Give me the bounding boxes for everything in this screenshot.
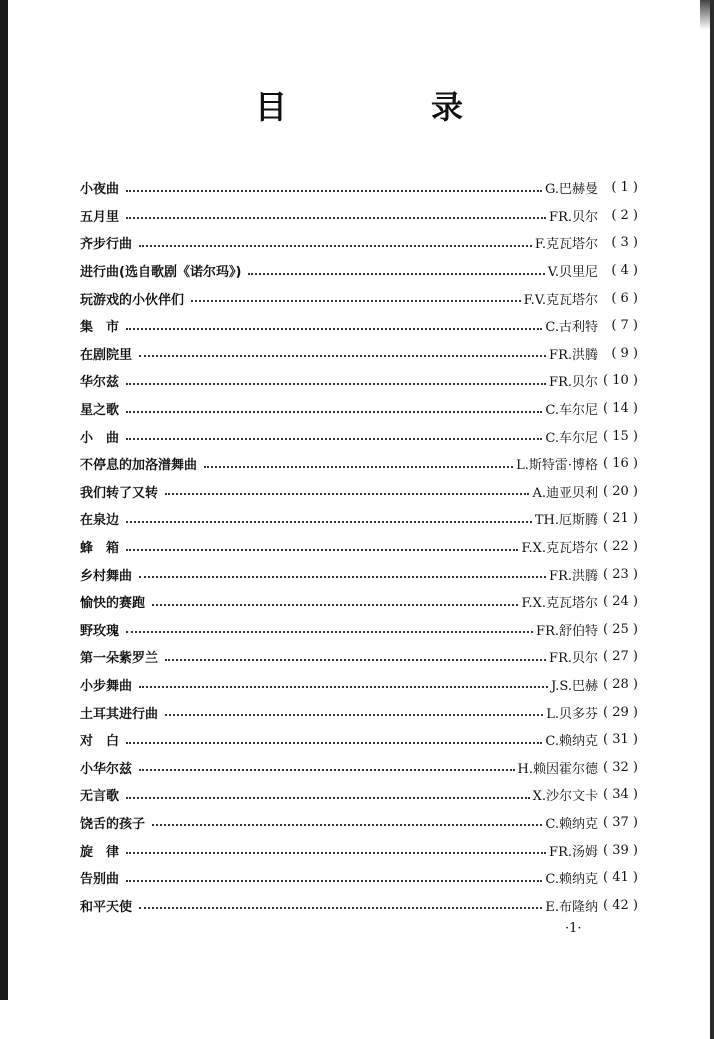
- toc-entry: [80, 726, 638, 754]
- dot-leader: [126, 328, 542, 330]
- toc-entry: [80, 229, 638, 257]
- entry-author: E.布隆纳: [545, 899, 598, 915]
- entry-title: 进行曲(选自歌剧《诺尔玛》): [80, 265, 242, 281]
- entry-author: F.V.克瓦塔尔: [523, 292, 598, 308]
- toc-entry: [80, 560, 638, 588]
- toc-entry: [80, 753, 638, 781]
- entry-author: C.古利特: [545, 320, 598, 336]
- entry-author: L.斯特雷·博格: [516, 458, 598, 474]
- entry-title: 华尔兹: [80, 375, 120, 391]
- entry-author: FR.舒伯特: [536, 623, 598, 639]
- toc-entry: [80, 781, 638, 809]
- entry-title: 不停息的加洛潽舞曲: [80, 458, 198, 474]
- entry-page-number: ( 28 ): [603, 676, 638, 692]
- entry-author: F.X.克瓦塔尔: [521, 596, 598, 612]
- entry-page-number: ( 6 ): [611, 290, 638, 306]
- entry-author: C.车尔尼: [545, 430, 598, 446]
- entry-page-number: ( 41 ): [603, 870, 638, 886]
- dot-leader: [126, 217, 546, 219]
- entry-author: A.迪亚贝利: [532, 485, 598, 501]
- entry-title: 第一朵紫罗兰: [80, 651, 159, 667]
- toc-entry: [80, 174, 638, 202]
- entry-title: 五月里: [80, 209, 120, 225]
- entry-title: 愉快的赛跑: [80, 596, 146, 612]
- entry-page-number: ( 37 ): [603, 814, 638, 830]
- entry-title: 乡村舞曲: [80, 568, 133, 584]
- entry-author: F.克瓦塔尔: [534, 237, 598, 253]
- dot-leader: [191, 300, 521, 302]
- entry-page-number: ( 24 ): [603, 594, 638, 610]
- entry-title: 野玫瑰: [80, 623, 120, 639]
- dot-leader: [126, 438, 542, 440]
- entry-author: F.X.克瓦塔尔: [521, 541, 598, 557]
- entry-page-number: ( 29 ): [603, 704, 638, 720]
- dot-leader: [139, 245, 532, 247]
- toc-entry: [80, 505, 638, 533]
- toc-entry: [80, 588, 638, 616]
- toc-entry: [80, 891, 638, 919]
- entry-title: 在泉边: [80, 513, 120, 529]
- toc-entry: [80, 312, 638, 340]
- entry-title: 告别曲: [80, 872, 120, 888]
- page-title: 目 录: [254, 88, 519, 126]
- dot-leader: [126, 880, 542, 882]
- toc-entry: [80, 836, 638, 864]
- entry-author: G.巴赫曼: [544, 182, 598, 198]
- dot-leader: [139, 769, 515, 771]
- dot-leader: [165, 714, 543, 716]
- dot-leader: [204, 466, 513, 468]
- toc-entry: [80, 202, 638, 230]
- entry-page-number: ( 4 ): [611, 263, 638, 279]
- entry-author: H.赖因霍尔德: [517, 761, 598, 777]
- entry-title: 在剧院里: [80, 347, 133, 363]
- entry-title: 我们转了又转: [80, 485, 159, 501]
- entry-page-number: ( 42 ): [603, 897, 638, 913]
- entry-author: FR.贝尔: [549, 651, 598, 667]
- entry-title: 星之歌: [80, 403, 120, 419]
- entry-page-number: ( 1 ): [611, 180, 638, 196]
- entry-page-number: ( 39 ): [603, 842, 638, 858]
- entry-title: 对 白: [80, 734, 120, 750]
- scan-right-edge: [710, 0, 714, 1039]
- entry-title: 饶舌的孩子: [80, 816, 146, 832]
- entry-page-number: ( 3 ): [611, 235, 638, 251]
- toc-entry: [80, 367, 638, 395]
- toc-entry: [80, 395, 638, 423]
- entry-title: 小步舞曲: [80, 678, 133, 694]
- entry-page-number: ( 34 ): [603, 787, 638, 803]
- entry-page-number: ( 16 ): [603, 456, 638, 472]
- dot-leader: [126, 742, 542, 744]
- entry-author: C.车尔尼: [545, 403, 598, 419]
- entry-page-number: ( 25 ): [603, 621, 638, 637]
- toc-entry: [80, 698, 638, 726]
- toc-entry: [80, 257, 638, 285]
- scan-corner-shadow: [700, 0, 710, 30]
- toc-entry: [80, 450, 638, 478]
- dot-leader: [165, 493, 529, 495]
- entry-author: V.贝里尼: [547, 265, 598, 281]
- scan-left-edge: [0, 0, 8, 1000]
- dot-leader: [248, 273, 544, 275]
- toc-entry: [80, 478, 638, 506]
- toc-entry: [80, 284, 638, 312]
- dot-leader: [165, 659, 546, 661]
- dot-leader: [139, 576, 546, 578]
- entry-title: 土耳其进行曲: [80, 706, 159, 722]
- entry-title: 集 市: [80, 320, 120, 336]
- entry-page-number: ( 23 ): [603, 566, 638, 582]
- entry-author: FR.洪腾: [549, 568, 598, 584]
- dot-leader: [152, 604, 518, 606]
- toc-entry: [80, 616, 638, 644]
- entry-author: FR.汤姆: [549, 844, 598, 860]
- entry-author: C.赖纳克: [545, 734, 598, 750]
- entry-author: FR.洪腾: [549, 347, 598, 363]
- toc-entry: [80, 864, 638, 892]
- entry-page-number: ( 9 ): [611, 345, 638, 361]
- entry-page-number: ( 27 ): [603, 649, 638, 665]
- dot-leader: [126, 411, 542, 413]
- entry-title: 齐步行曲: [80, 237, 133, 253]
- dot-leader: [126, 631, 533, 633]
- entry-author: L.贝多芬: [546, 706, 598, 722]
- entry-page-number: ( 20 ): [603, 483, 638, 499]
- dot-leader: [139, 686, 548, 688]
- dot-leader: [139, 907, 542, 909]
- dot-leader: [126, 797, 530, 799]
- entry-author: X.沙尔文卡: [532, 789, 598, 805]
- toc-entry: [80, 422, 638, 450]
- entry-page-number: ( 21 ): [603, 511, 638, 527]
- entry-author: C.赖纳克: [545, 816, 598, 832]
- table-of-contents: [80, 174, 638, 919]
- entry-author: TH.厄斯腾: [534, 513, 598, 529]
- entry-author: J.S.巴赫: [551, 678, 598, 694]
- entry-page-number: ( 22 ): [603, 539, 638, 555]
- entry-title: 小华尔兹: [80, 761, 133, 777]
- entry-page-number: ( 7 ): [611, 318, 638, 334]
- entry-page-number: ( 31 ): [603, 732, 638, 748]
- entry-title: 旋 律: [80, 844, 120, 860]
- page-number: ·1·: [565, 921, 582, 936]
- dot-leader: [126, 521, 532, 523]
- entry-title: 玩游戏的小伙伴们: [80, 292, 185, 308]
- entry-title: 蜂 箱: [80, 541, 120, 557]
- entry-page-number: ( 2 ): [611, 207, 638, 223]
- dot-leader: [126, 383, 546, 385]
- toc-entry: [80, 643, 638, 671]
- toc-entry: [80, 809, 638, 837]
- entry-title: 小夜曲: [80, 182, 120, 198]
- dot-leader: [139, 355, 546, 357]
- entry-page-number: ( 32 ): [603, 759, 638, 775]
- entry-author: C.赖纳克: [545, 872, 598, 888]
- toc-entry: [80, 533, 638, 561]
- entry-title: 小 曲: [80, 430, 120, 446]
- dot-leader: [126, 190, 542, 192]
- entry-page-number: ( 14 ): [603, 401, 638, 417]
- dot-leader: [126, 852, 546, 854]
- dot-leader: [126, 549, 518, 551]
- dot-leader: [152, 824, 542, 826]
- entry-author: FR.贝尔: [549, 209, 598, 225]
- entry-title: 无言歌: [80, 789, 120, 805]
- entry-page-number: ( 15 ): [603, 428, 638, 444]
- entry-author: FR.贝尔: [549, 375, 598, 391]
- toc-entry: [80, 340, 638, 368]
- toc-entry: [80, 671, 638, 699]
- entry-page-number: ( 10 ): [603, 373, 638, 389]
- entry-title: 和平天使: [80, 899, 133, 915]
